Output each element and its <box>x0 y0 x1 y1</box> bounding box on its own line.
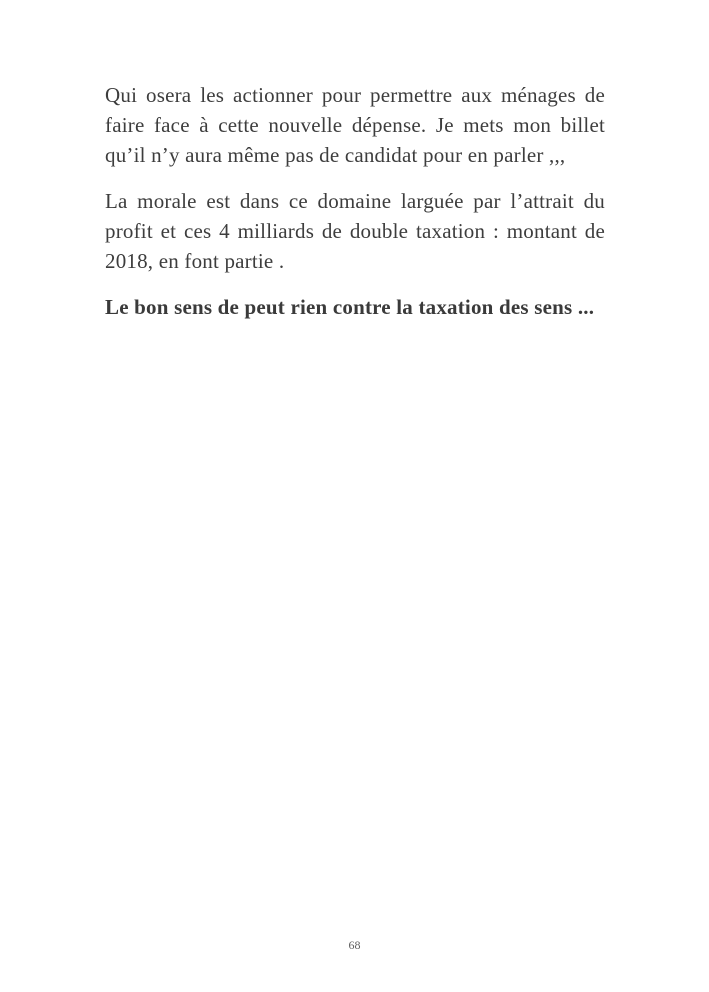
paragraph-1: Qui osera les actionner pour permettre aux ménages de faire face à cette nouvelle dépense. Je mets mon billet qu’il n’y aura même pas de candidat pour en parler ,,, <box>105 83 605 167</box>
page-footer <box>0 936 709 954</box>
paragraph-3-bold: Le bon sens de peut rien contre la taxation des sens ... <box>105 295 595 319</box>
page-number: 68 <box>348 938 361 952</box>
text-block <box>105 80 605 338</box>
paragraph-2: La morale est dans ce domaine larguée par l’attrait du profit et ces 4 milliards de double taxation : montant de 2018, en font partie . <box>105 189 605 273</box>
